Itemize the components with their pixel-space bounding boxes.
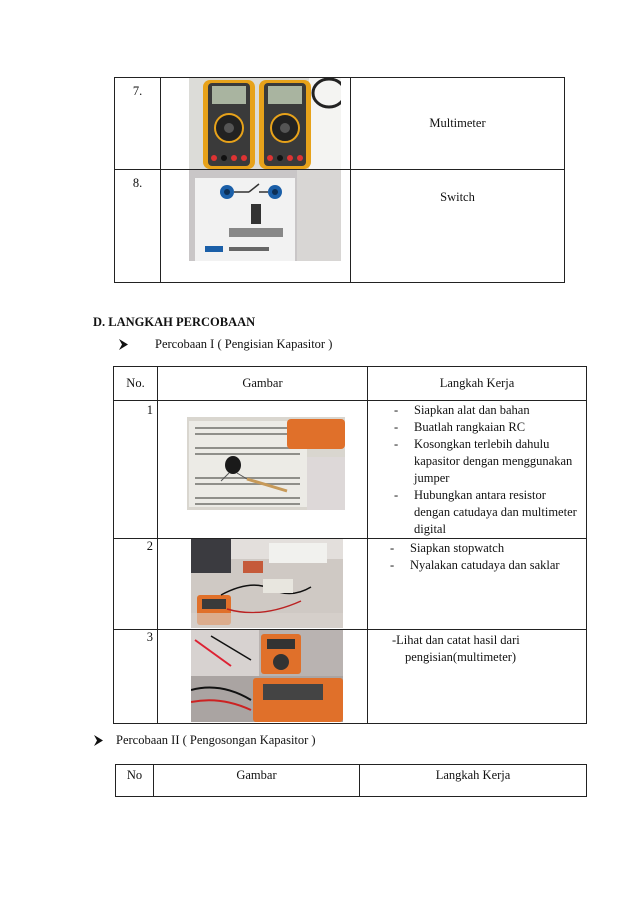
table-header-row xyxy=(116,765,587,797)
steps-cell xyxy=(368,630,587,724)
multimeter-photo xyxy=(189,78,341,169)
procedure-table-2 xyxy=(115,764,587,797)
circuit-setup-photo xyxy=(191,539,343,628)
experiment-1-label xyxy=(118,337,332,352)
row-number: 3 xyxy=(114,630,158,724)
switch-photo xyxy=(189,170,341,261)
item-name: Multimeter xyxy=(429,116,486,130)
row-number: 1 xyxy=(114,401,158,539)
list-item: - Hubungkan antara resistor dengan catudaya dan multimeter digital xyxy=(394,488,577,536)
item-name: Switch xyxy=(440,189,475,204)
item-name-cell xyxy=(351,78,565,170)
list-item: - Kosongkan terlebih dahulu kapasitor dengan menggunakan jumper xyxy=(394,437,573,485)
list-item: - Siapkan stopwatch xyxy=(390,541,505,555)
steps-cell xyxy=(368,539,587,630)
header-gambar: Gambar xyxy=(154,765,360,797)
header-no: No. xyxy=(114,367,158,401)
breadboard-capacitor-photo xyxy=(187,417,345,510)
arrow-bullet-icon xyxy=(93,735,104,746)
section-heading: D. LANGKAH PERCOBAAN xyxy=(93,315,256,329)
header-langkah-kerja: Langkah Kerja xyxy=(360,765,587,797)
list-item: - Buatlah rangkaian RC xyxy=(394,420,526,434)
list-item: - Siapkan alat dan bahan xyxy=(394,403,530,417)
experiment-2-label xyxy=(93,733,316,748)
steps-cell xyxy=(368,401,587,539)
step-list xyxy=(390,540,582,574)
table-row xyxy=(114,630,587,724)
arrow-bullet-icon xyxy=(118,339,129,350)
step-line: pengisian(multimeter) xyxy=(405,650,517,664)
experiment-2-text: Percobaan II ( Pengosongan Kapasitor ) xyxy=(116,733,316,747)
table-row xyxy=(115,170,565,283)
photo-cell xyxy=(161,78,351,170)
table-row xyxy=(114,401,587,539)
list-item: - Nyalakan catudaya dan saklar xyxy=(390,558,560,572)
equipment-table xyxy=(114,77,565,283)
photo-cell xyxy=(161,170,351,283)
step-list xyxy=(394,402,582,538)
procedure-table-1 xyxy=(113,366,587,724)
item-name-cell xyxy=(351,170,565,283)
step-line: -Lihat dan catat hasil dari xyxy=(392,633,520,647)
row-number: 8. xyxy=(115,170,161,283)
multimeter-reading-photo xyxy=(191,630,343,722)
photo-cell xyxy=(158,539,368,630)
row-number: 2 xyxy=(114,539,158,630)
header-gambar: Gambar xyxy=(158,367,368,401)
table-row xyxy=(115,78,565,170)
header-no: No xyxy=(116,765,154,797)
table-row xyxy=(114,539,587,630)
table-header-row xyxy=(114,367,587,401)
photo-cell xyxy=(158,401,368,539)
header-langkah-kerja: Langkah Kerja xyxy=(368,367,587,401)
experiment-1-text: Percobaan I ( Pengisian Kapasitor ) xyxy=(155,337,333,351)
photo-cell xyxy=(158,630,368,724)
row-number: 7. xyxy=(115,78,161,170)
